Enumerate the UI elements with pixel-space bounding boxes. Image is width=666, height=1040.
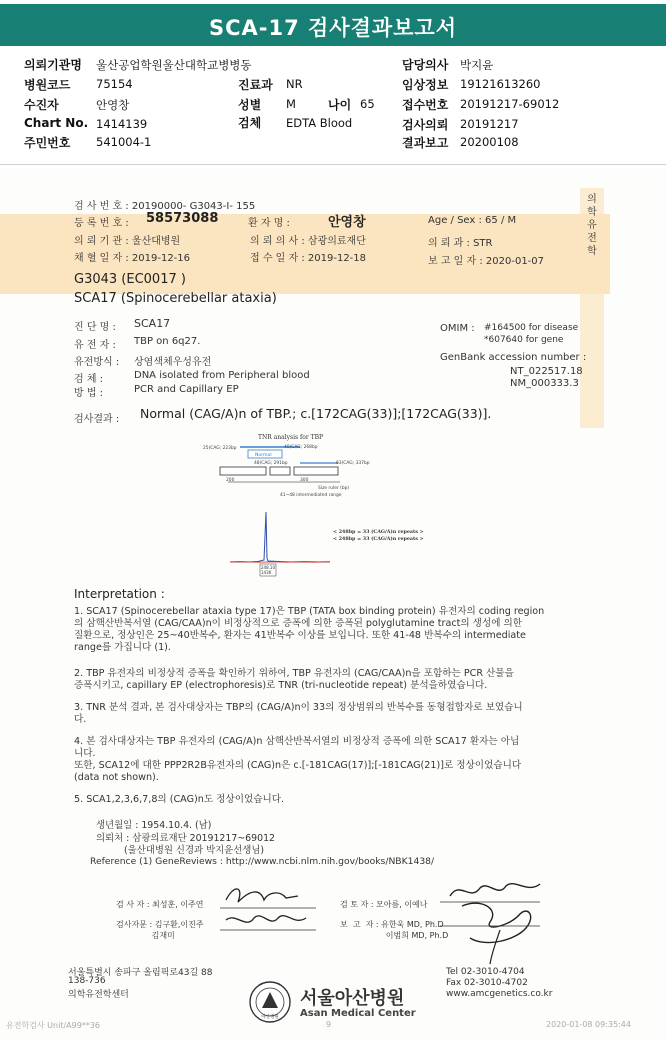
fig-peak-box-2: 1436 — [261, 570, 272, 575]
examiner-signatures — [220, 878, 320, 938]
hdr-label-doctor: 담당의사 — [402, 58, 449, 72]
hdr-value-age: 65 — [360, 97, 375, 111]
fig-peak-trace — [230, 512, 330, 562]
fig-size-ruler-label: Size ruler (bp) — [318, 486, 350, 491]
result-label: 검사결과 : — [74, 414, 120, 425]
fig-peak-box-1: 248.10 — [261, 565, 275, 570]
exam-number: 검 사 번 호 : 20190000- G3043-I- 155 — [74, 201, 256, 212]
fig-box-3 — [294, 467, 338, 475]
hdr-label-report-date: 결과보고 — [402, 136, 449, 150]
fig-scale-mid: 300 — [300, 478, 309, 483]
hdr-value-request-date: 20191217 — [460, 117, 519, 131]
report-title-bar — [0, 4, 666, 46]
requester-note: (울산대병원 신경과 박지윤선생님) — [124, 845, 265, 856]
hdr-value-specimen: EDTA Blood — [286, 116, 353, 130]
address-3: 의학유전학센터 — [68, 990, 129, 1000]
result-value: Normal (CAG/A)n of TBP.; c.[172CAG(33)];[172CAG(33)]. — [140, 406, 492, 421]
birth-date: 생년월일 : 1954.10.4. (남) — [96, 820, 212, 831]
inheritance-value: 상염색체우성유전 — [134, 357, 212, 368]
asan-foundation-seal — [248, 980, 292, 1024]
hdr-value-doctor: 박지윤 — [460, 58, 494, 72]
fig-label-normal-high: 40(CAG; 268bp — [284, 445, 318, 450]
receipt-date: 접 수 일 자 : 2019-12-18 — [250, 253, 367, 264]
hdr-value-hospital-code: 75154 — [96, 77, 133, 91]
interpretation-5: 5. SCA1,2,3,6,7,8의 (CAG)n도 정상이었습니다. — [74, 794, 285, 805]
tnr-analysis-figure — [200, 430, 580, 582]
fig-intermediate-label: 41~48 intermediated range — [280, 493, 342, 498]
fax: Fax 02-3010-4702 — [446, 978, 528, 988]
fig-label-pathogenic: 63(CAG; 337bp — [336, 461, 370, 466]
doc-requesting-doctor: 의 뢰 의 사 : 삼광의료재단 — [250, 236, 366, 247]
reporter-names: 보 고 자 : 유한욱 MD, Ph.D 이범희 MD, Ph.D — [340, 920, 449, 940]
hdr-value-chart-no: 1414139 — [96, 117, 148, 131]
footer-timestamp: 2020-01-08 09:35:44 — [546, 1020, 631, 1029]
genbank-2: NM_000333.3 — [510, 378, 579, 389]
seal-text: 아산병원 — [261, 1015, 279, 1020]
collect-date: 채 혈 일 자 : 2019-12-16 — [74, 253, 191, 264]
reviewer-signatures — [440, 872, 560, 972]
doc-ward: 의 뢰 과 : STR — [428, 238, 493, 249]
hdr-label-request-date: 검사의뢰 — [402, 118, 449, 132]
interpretation-2: 2. TBP 유전자의 비정상적 증폭을 확인하기 위하여, TBP 유전자의 (CAG/CAA)n을 포함하는 PCR 산물을 증폭시키고, capillary EP (electrophoresis)로 TNR (tri-nucleotide repeat) 분석을하였습니다. — [74, 668, 514, 691]
omim-gene: *607640 for gene — [484, 335, 564, 345]
fig-box-1 — [220, 467, 266, 475]
hdr-label-hospital-code: 병원코드 — [24, 78, 71, 92]
header-divider — [0, 164, 666, 165]
diagnosis-value: SCA17 — [134, 317, 171, 330]
patient-name-label: 환 자 명 : — [248, 218, 290, 229]
interpretation-3: 3. TNR 분석 결과, 본 검사대상자는 TBP의 (CAG/A)n이 33의 정상범위의 반복수를 동형접합자로 보였습니 다. — [74, 702, 523, 725]
requester: 의뢰처 : 삼광의료재단 20191217~69012 — [96, 833, 276, 844]
diagnosis-label: 진 단 명 : — [74, 322, 116, 333]
age-sex: Age / Sex : 65 / M — [428, 215, 517, 226]
scanned-report — [0, 168, 666, 1040]
fig-normal-label: Normal — [255, 453, 272, 458]
side-vertical-label: 의학유전학 — [587, 194, 597, 257]
fig-peak-note-1: < 248bp = 33 (CAG/A)n repeats > — [333, 529, 424, 535]
hdr-label-patient: 수진자 — [24, 98, 59, 112]
omim-label: OMIM : — [440, 323, 475, 334]
method-value: PCR and Capillary EP — [134, 384, 239, 395]
hdr-label-sex: 성별 — [238, 98, 262, 112]
hdr-label-clinical-info: 임상정보 — [402, 78, 449, 92]
fig-label-normal-low: 25(CAG; 223bp — [203, 446, 237, 451]
hospital-name-en: Asan Medical Center — [300, 1008, 416, 1019]
hdr-value-institution: 울산공업학원울산대학교병병동 — [96, 58, 252, 72]
reviewer-names: 검 토 자 : 모아름, 이예나 — [340, 900, 428, 909]
specimen-label: 검 체 : — [74, 374, 104, 385]
hdr-label-receipt-no: 접수번호 — [402, 98, 449, 112]
fig-title: TNR analysis for TBP — [258, 434, 324, 441]
hdr-label-specimen: 검체 — [238, 116, 262, 130]
address-1: 서울특별시 송파구 올림픽로43길 88 — [68, 968, 213, 978]
hdr-label-resident-no: 주민번호 — [24, 136, 71, 150]
hdr-value-resident-no: 541004-1 — [96, 135, 152, 149]
doc-report-date: 보 고 일 자 : 2020-01-07 — [428, 256, 545, 267]
fig-peak-note-2: < 248bp = 33 (CAG/A)n repeats > — [333, 536, 424, 542]
advisor-names: 검사자문 : 김구환,이진주 김재미 — [116, 920, 204, 940]
genbank-1: NT_022517.18 — [510, 366, 583, 377]
hdr-value-sex: M — [286, 97, 296, 111]
reg-number: 58573088 — [146, 211, 219, 226]
fig-label-intermediate: 48(CAG; 291bp — [254, 461, 288, 466]
patient-name: 안영창 — [328, 215, 366, 230]
specimen-value: DNA isolated from Peripheral blood — [134, 370, 310, 381]
fig-scale-left: 200 — [226, 478, 235, 483]
hdr-label-institution: 의뢰기관명 — [24, 58, 82, 72]
interpretation-title: Interpretation : — [74, 587, 165, 601]
website: www.amcgenetics.co.kr — [446, 989, 553, 999]
hdr-label-department: 진료과 — [238, 78, 273, 92]
genbank-label: GenBank accession number : — [440, 352, 587, 363]
interpretation-4: 4. 본 검사대상자는 TBP 유전자의 (CAG/A)n 삼핵산반복서열의 비정상적 증폭에 의한 SCA17 환자는 아닙 니다. 또한, SCA12에 대한 PPP2R2B유전자의 (CAG)n은 c.[-181CAG(17)];[-181CAG(21)]로 정상이었습니다 (data not shown). — [74, 736, 522, 783]
hospital-name-kr: 서울아산병원 — [300, 988, 405, 1009]
footer-unit: 유전학검사 Unit/A99**36 — [6, 1021, 100, 1030]
doc-institution: 의 뢰 기 관 : 울산대병원 — [74, 236, 181, 247]
hdr-value-department: NR — [286, 77, 303, 91]
hdr-label-chart-no: Chart No. — [24, 116, 89, 130]
fig-box-2 — [270, 467, 290, 475]
inheritance-label: 유전방식 : — [74, 357, 120, 368]
gene-value: TBP on 6q27. — [134, 336, 201, 347]
tel: Tel 02-3010-4704 — [446, 967, 525, 977]
gene-label: 유 전 자 : — [74, 340, 116, 351]
reg-number-label: 등 록 번 호 : — [74, 218, 129, 229]
test-name: SCA17 (Spinocerebellar ataxia) — [74, 291, 277, 306]
interpretation-1: 1. SCA17 (Spinocerebellar ataxia type 17)은 TBP (TATA box binding protein) 유전자의 coding region 의 삼핵산반복서열 (CAG/CAA)n이 비정상적으로 증폭에 의한 증폭된 polyglutamine tract의 생성에 의한 질환으로, 정상인은 25~40반복수, 환자는 41반복수 이상를 보입니다. 또한 41-48 반복수의 intermediate range를 가집니다 (1). — [74, 606, 545, 653]
method-label: 방 법 : — [74, 388, 104, 399]
hdr-value-receipt-no: 20191217-69012 — [460, 97, 560, 111]
omim-disease: #164500 for disease — [484, 323, 579, 333]
report-title: SCA-17 검사결과보고서 — [208, 16, 458, 40]
address-2: 138-736 — [68, 976, 106, 986]
hdr-value-clinical-info: 19121613260 — [460, 77, 541, 91]
examiner-names: 검 사 자 : 최성훈, 이주연 — [116, 900, 204, 909]
hdr-label-age: 나이 — [328, 98, 352, 112]
hdr-value-report-date: 20200108 — [460, 135, 519, 149]
reference: Reference (1) GeneReviews : http://www.ncbi.nlm.nih.gov/books/NBK1438/ — [90, 856, 435, 867]
footer-page: 9 — [326, 1020, 332, 1029]
hdr-value-patient: 안영창 — [96, 98, 130, 112]
test-code: G3043 (EC0017 ) — [74, 272, 186, 287]
